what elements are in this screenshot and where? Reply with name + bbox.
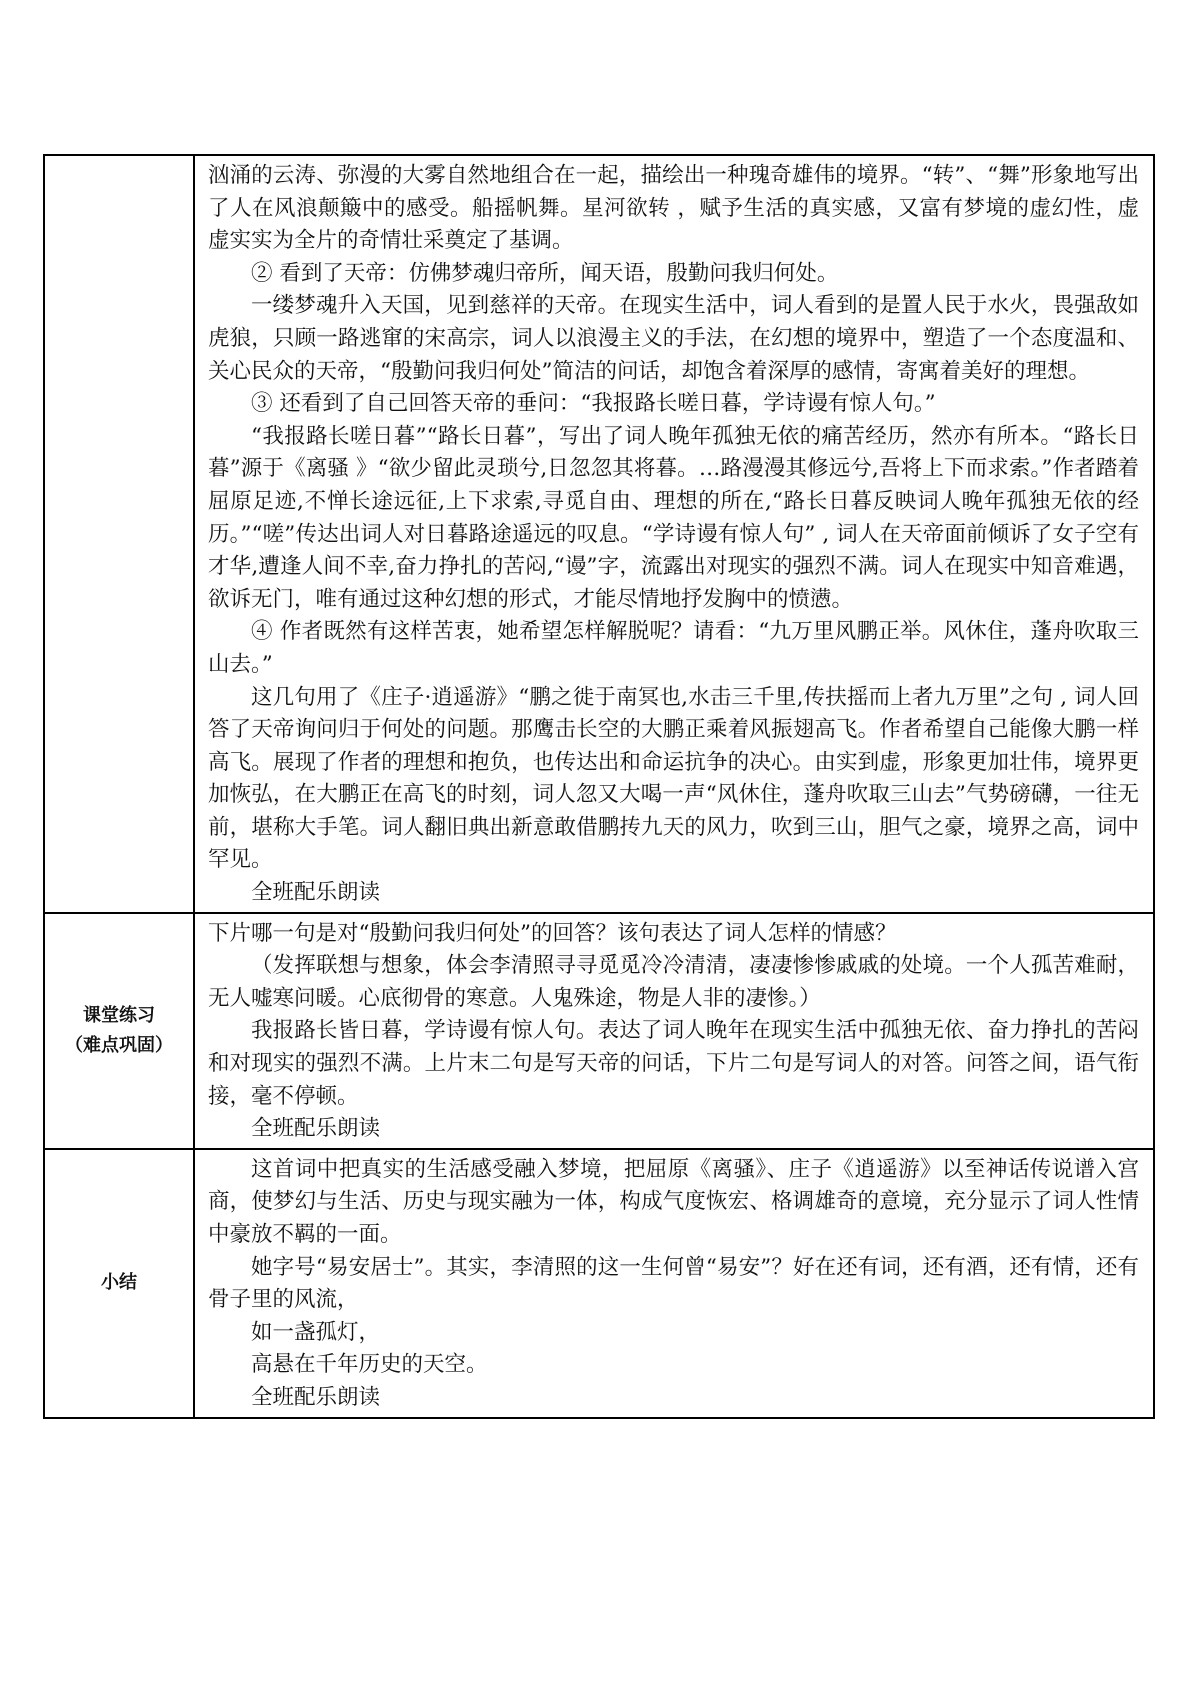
paragraph: （发挥联想与想象，体会李清照寻寻觅觅冷冷清清，凄凄惨惨戚戚的处境。一个人孤苦难耐，无人嘘寒问暖。心底彻骨的寒意。人鬼殊途，物是人非的凄惨。） xyxy=(208,953,1139,1011)
paragraph: 我报路长皆日暮，学诗谩有惊人句。表达了词人晚年在现实生活中孤独无依、奋力挣扎的苦闷和对现实的强烈不满。上片末二句是写天帝的问话，下片二句是写词人的对答。问答之间，语气衔接，毫不停顿。 xyxy=(208,1018,1139,1109)
paragraph: 如一盏孤灯， xyxy=(251,1319,381,1345)
paragraph: ③ 还看到了自己回答天帝的垂问：“我报路长嗟日暮，学诗谩有惊人句。” xyxy=(251,391,936,417)
paragraph: 一缕梦魂升入天国，见到慈祥的天帝。在现实生活中，词人看到的是置人民于水火，畏强敌如虎狼，只顾一路逃窜的宋高宗，词人以浪漫主义的手法，在幻想的境界中，塑造了一个态度温和、关心民众的天帝，“殷勤问我归何处”简洁的问话，却饱含着深厚的感情，寄寓着美好的理想。 xyxy=(208,293,1139,384)
paragraph: ④ 作者既然有这样苦衷，她希望怎样解脱呢？请看：“九万里风鹏正举。风休住，蓬舟吹取三山去。” xyxy=(208,619,1139,677)
paragraph: ② 看到了天帝：仿佛梦魂归帝所，闻天语，殷勤问我归何处。 xyxy=(251,260,839,286)
row-label-cell xyxy=(44,913,194,1149)
row-label-sub: （难点巩固） xyxy=(65,1034,173,1056)
paragraph: 全班配乐朗读 xyxy=(251,1384,381,1410)
table-row xyxy=(44,1149,1154,1418)
paragraph: 汹涌的云涛、弥漫的大雾自然地组合在一起，描绘出一种瑰奇雄伟的境界。“转”、“舞”形象地写出了人在风浪颠簸中的感受。船摇帆舞。星河欲转 ，赋予生活的真实感，又富有梦境的虚幻性，虚虚实实为全片的奇情壮采奠定了基调。 xyxy=(208,163,1139,254)
row-label: 小结 xyxy=(101,1272,137,1294)
row-content-cell xyxy=(194,913,1154,1149)
paragraph: 下片哪一句是对“殷勤问我归何处”的回答？该句表达了词人怎样的情感？ xyxy=(208,920,897,946)
paragraph: 全班配乐朗读 xyxy=(251,880,381,906)
paragraph: 她字号“易安居士”。其实，李清照的这一生何曾“易安”？好在还有词，还有酒，还有情，还有骨子里的风流， xyxy=(208,1254,1139,1313)
row-label: 课堂练习 xyxy=(83,1004,155,1026)
paragraph: 全班配乐朗读 xyxy=(251,1116,381,1142)
row-label-cell xyxy=(44,1149,194,1418)
table-row xyxy=(44,155,1154,913)
paragraph: 这首词中把真实的生活感受融入梦境，把屈原《离骚》、庄子《逍遥游》以至神话传说谱入宫商，使梦幻与生活、历史与现实融为一体，构成气度恢宏、格调雄奇的意境，充分显示了词人性情中豪放不羁的一面。 xyxy=(208,1156,1139,1247)
paragraph: 这几句用了《庄子·逍遥游》“鹏之徙于南冥也,水击三千里,传扶摇而上者九万里”之句 , 词人回答了天帝询问归于何处的问题。那鹰击长空的大鹏正乘着风振翅高飞。作者希望自己能像大鹏一样高飞。展现了作者的理想和抱负，也传达出和命运抗争的决心。由实到虚，形象更加壮伟，境界更加恢弘，在大鹏正在高飞的时刻，词人忽又大喝一声“风休住，蓬舟吹取三山去”气势磅礴，一往无前，堪称大手笔。词人翻旧典出新意敢借鹏抟九天的风力，吹到三山，胆气之豪，境界之高，词中罕见。 xyxy=(208,684,1139,873)
lesson-plan-table xyxy=(43,154,1155,1419)
paragraph: “我报路长嗟日暮”“路长日暮”，写出了词人晚年孤独无依的痛苦经历，然亦有所本。“路长日暮”源于《离骚 》“欲少留此灵琐兮,日忽忽其将暮。…路漫漫其修远兮,吾将上下而求索。”作者踏着屈原足迹,不惮长途远征,上下求索,寻觅自由、理想的所在,“路长日暮反映词人晚年孤独无依的经历。”“嗟”传达出词人对日暮路途遥远的叹息。“学诗谩有惊人句” , 词人在天帝面前倾诉了女子空有才华,遭逢人间不幸,奋力挣扎的苦闷,“谩”字，流露出对现实的强烈不满。词人在现实中知音难遇，欲诉无门，唯有通过这种幻想的形式，才能尽情地抒发胸中的愤懑。 xyxy=(208,423,1139,612)
row-content-cell xyxy=(194,155,1154,913)
paragraph: 高悬在千年历史的天空。 xyxy=(251,1352,488,1378)
table-row xyxy=(44,913,1154,1149)
row-content-cell xyxy=(194,1149,1154,1418)
row-label-cell xyxy=(44,155,194,913)
